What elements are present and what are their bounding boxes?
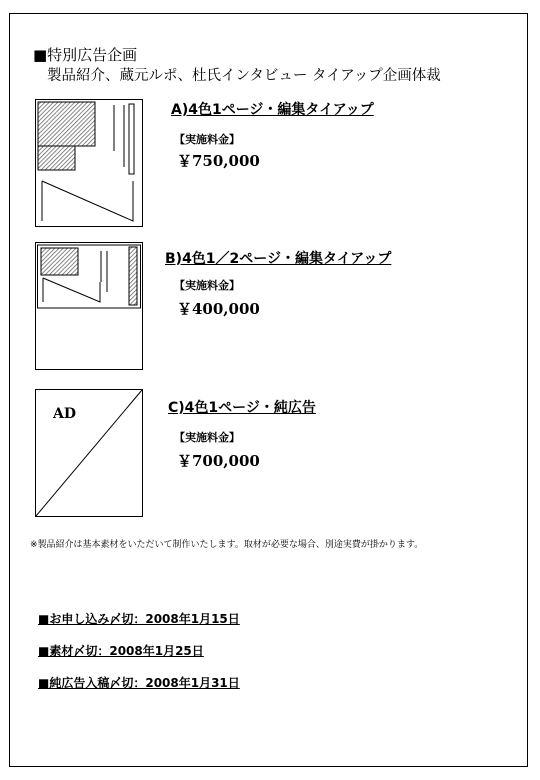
production-note: ※製品紹介は基本素材をいただいて制作いたします。取材が必要な場合、別途実費が掛かります。 xyxy=(30,540,424,550)
plan-c-thumbnail xyxy=(35,389,143,517)
plan-a-fee-label: 【実施料金】 xyxy=(174,133,240,146)
page-title: ■特別広告企画 xyxy=(33,46,138,64)
plan-b-thumbnail xyxy=(35,242,143,370)
plan-b-title: B)4色1／2ページ・編集タイアップ xyxy=(165,251,392,267)
plan-b-price: ￥400,000 xyxy=(177,300,260,318)
plan-c-fee-label: 【実施料金】 xyxy=(174,431,240,444)
plan-a-title: A)4色1ページ・編集タイアップ xyxy=(171,102,374,118)
deadline-ad-submission: ■純広告入稿〆切：2008年1月31日 xyxy=(38,676,240,690)
plan-c-title: C)4色1ページ・純広告 xyxy=(168,400,316,416)
deadline-application: ■お申し込み〆切：2008年1月15日 xyxy=(38,612,240,626)
page-subtitle: 製品紹介、蔵元ルポ、杜氏インタビュー タイアップ企画体裁 xyxy=(47,68,441,84)
plan-c-price: ￥700,000 xyxy=(177,452,260,470)
plan-b-fee-label: 【実施料金】 xyxy=(174,279,240,292)
plan-a-price: ￥750,000 xyxy=(177,152,260,170)
plan-c-thumbnail-ad-label: AD xyxy=(53,406,77,422)
deadline-materials: ■素材〆切：2008年1月25日 xyxy=(38,644,204,658)
plan-a-thumbnail xyxy=(35,99,143,227)
